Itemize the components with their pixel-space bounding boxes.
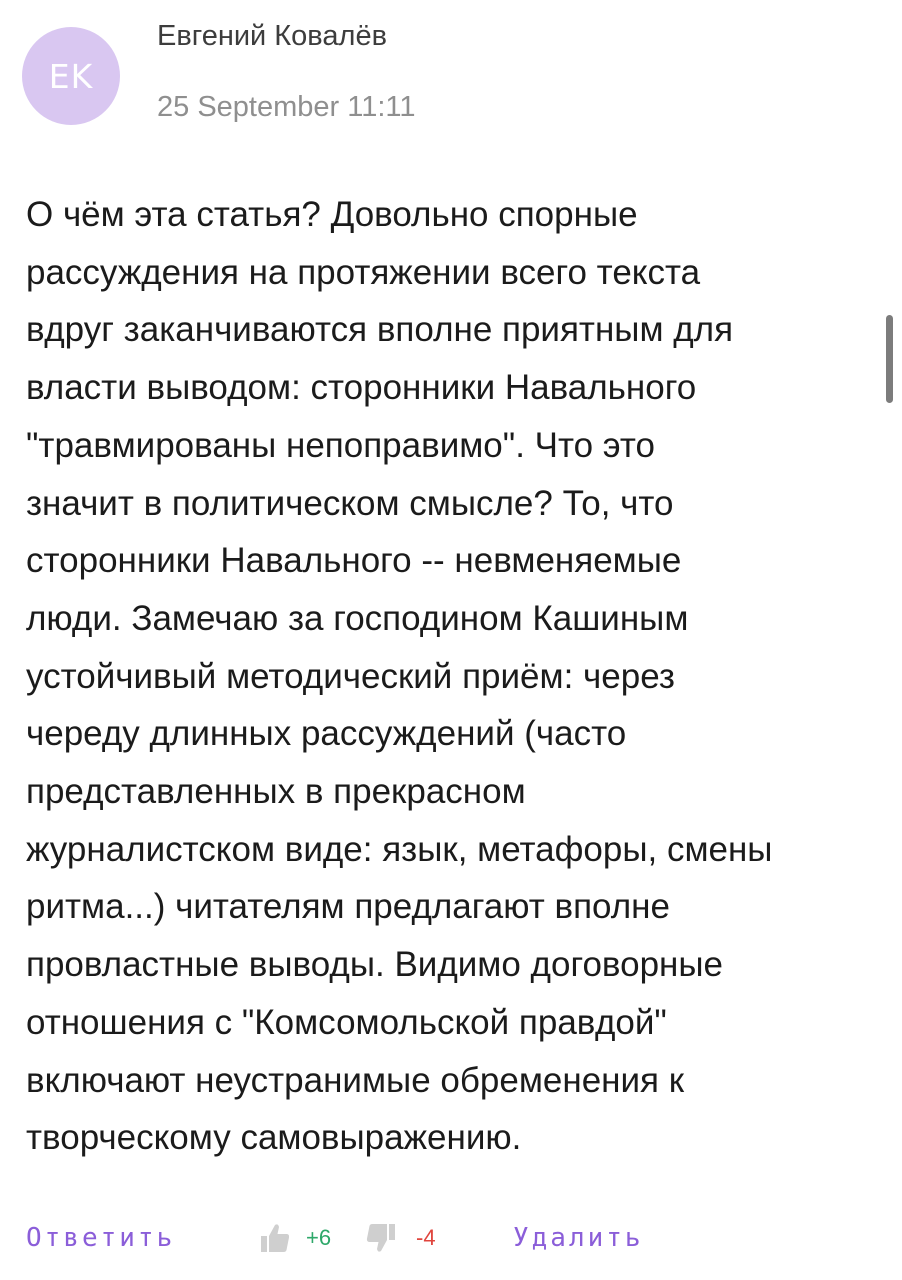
scrollbar[interactable]: [886, 315, 893, 403]
avatar[interactable]: [22, 27, 120, 125]
comment-text: О чём эта статья? Довольно спорные рассуждения на протяжении всего текста вдруг заканчиваются вполне приятным для власти выводом: сторонники Навального "травмированы непоправимо". Что это значит в политическом смысле? То, что сторонники Навального -- невменяемые люди. Замечаю за господином Кашиным устойчивый методический приём: через череду длинных рассуждений (часто представленных в прекрасном журналистском виде: язык, метафоры, смены ритма...) читателям предлагают вполне провластные выводы. Видимо договорные отношения с "Комсомольской правдой" включают неустранимые обременения к творческому самовыражению.: [26, 195, 773, 1158]
reply-button[interactable]: Ответить: [26, 1223, 176, 1253]
comment-actions: [26, 1218, 876, 1258]
thumbs-down-icon[interactable]: [366, 1222, 396, 1254]
delete-button[interactable]: Удалить: [513, 1223, 644, 1253]
avatar-initials: EK: [48, 56, 94, 96]
comment-timestamp: 25 September 11:11: [157, 91, 416, 123]
author-name[interactable]: Евгений Ковалёв: [157, 20, 387, 52]
like-count: +6: [306, 1225, 332, 1250]
thumbs-up-icon[interactable]: [260, 1222, 290, 1254]
dislike-count: -4: [416, 1225, 436, 1250]
